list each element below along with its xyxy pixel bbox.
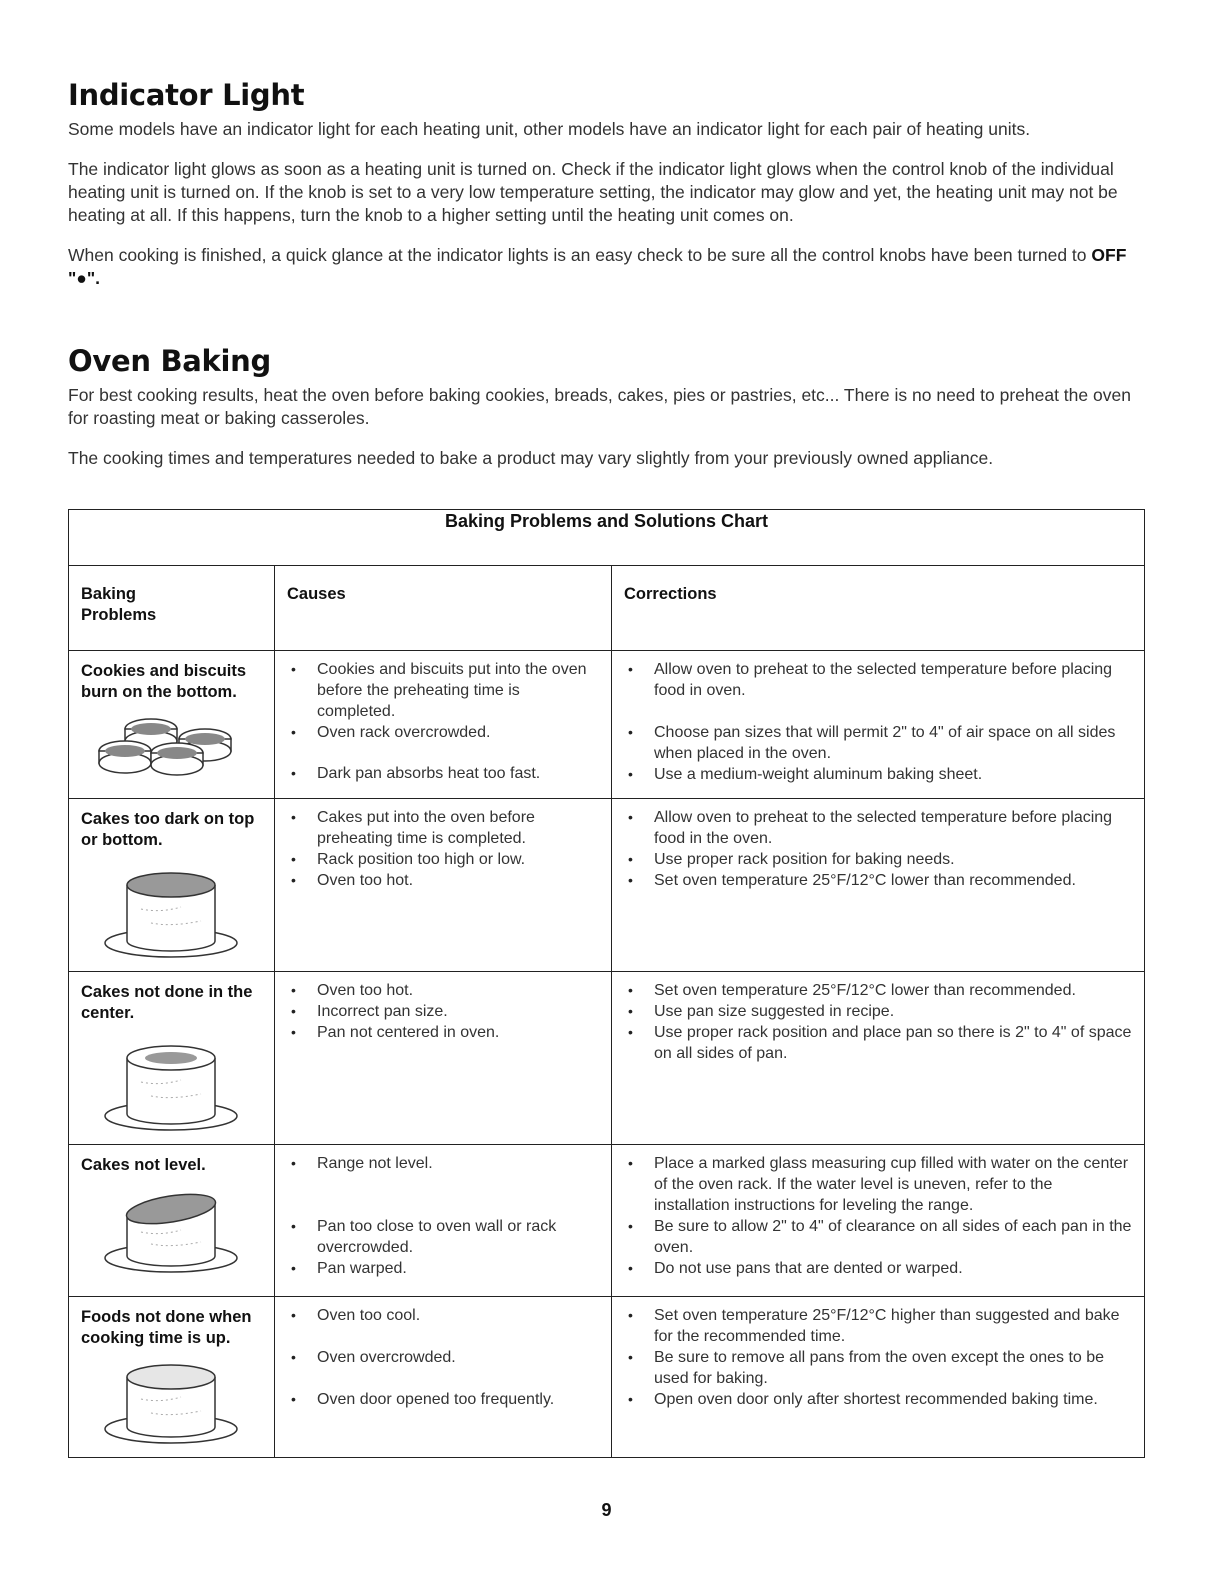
header-problems: Baking Problems xyxy=(69,566,275,651)
problem-cell xyxy=(69,1145,275,1297)
corrections-cell xyxy=(612,651,1145,799)
correction-item: • Allow oven to preheat to the selected temperature before placing food in the oven. xyxy=(626,807,1132,849)
correction-item: • Place a marked glass measuring cup filled with water on the center of the oven rack. If the water level is uneven, refer to the installation instructions for leveling the range. xyxy=(626,1153,1132,1216)
table-row xyxy=(69,972,1145,1145)
correction-item: • Choose pan sizes that will permit 2" to 4" of air space on all sides when placed in the oven. xyxy=(626,722,1132,764)
page-content xyxy=(68,78,1146,487)
oven-baking-heading: Oven Baking xyxy=(68,344,271,378)
correction-item: • Be sure to remove all pans from the oven except the ones to be used for baking. xyxy=(626,1347,1132,1389)
cookies-illustration-icon xyxy=(91,713,241,781)
cause-item: • Oven door opened too frequently. xyxy=(289,1389,599,1410)
chart-title: Baking Problems and Solutions Chart xyxy=(69,510,1145,566)
problem-cell xyxy=(69,651,275,799)
header-causes: Causes xyxy=(275,566,612,651)
oven-paragraph-1: For best cooking results, heat the oven before baking cookies, breads, cakes, pies or pastries, etc... There is no need to preheat the oven for roasting meat or baking casseroles. xyxy=(68,385,1131,428)
corrections-cell xyxy=(612,1297,1145,1458)
cause-item: • Incorrect pan size. xyxy=(289,1001,599,1022)
cause-item: • Dark pan absorbs heat too fast. xyxy=(289,763,599,784)
corrections-cell xyxy=(612,1145,1145,1297)
causes-cell xyxy=(275,1297,612,1458)
cause-item: • Oven rack overcrowded. xyxy=(289,722,599,743)
indicator-paragraph-3-text: When cooking is finished, a quick glance at the indicator lights is an easy check to be sure all the control knobs have been turned to xyxy=(68,245,1092,265)
correction-item: • Do not use pans that are dented or warped. xyxy=(626,1258,1132,1279)
table-row xyxy=(69,1297,1145,1458)
causes-cell xyxy=(275,1145,612,1297)
correction-item: • Allow oven to preheat to the selected temperature before placing food in oven. xyxy=(626,659,1132,701)
problem-label: Foods not done when cooking time is up. xyxy=(81,1308,252,1347)
causes-cell xyxy=(275,651,612,799)
correction-item: • Use proper rack position for baking needs. xyxy=(626,849,1132,870)
problem-cell xyxy=(69,972,275,1145)
problem-cell xyxy=(69,799,275,972)
cause-item: • Pan not centered in oven. xyxy=(289,1022,599,1043)
indicator-paragraph-1: Some models have an indicator light for each heating unit, other models have an indicator light for each pair of heating units. xyxy=(68,119,1031,139)
table-row xyxy=(69,651,1145,799)
problem-cell xyxy=(69,1297,275,1458)
cause-item: • Pan too close to oven wall or rack overcrowded. xyxy=(289,1216,599,1258)
causes-cell xyxy=(275,972,612,1145)
correction-item: • Use proper rack position and place pan so there is 2" to 4" of space on all sides of pan. xyxy=(626,1022,1132,1064)
table-row xyxy=(69,799,1145,972)
off-setting-label: OFF "●". xyxy=(68,245,1127,288)
correction-item: • Set oven temperature 25°F/12°C higher than suggested and bake for the recommended time. xyxy=(626,1305,1132,1347)
problem-label: Cakes not done in the center. xyxy=(81,983,253,1022)
correction-item: • Be sure to allow 2" to 4" of clearance on all sides of each pan in the oven. xyxy=(626,1216,1132,1258)
indicator-paragraph-2: The indicator light glows as soon as a heating unit is turned on. Check if the indicator light glows when the control knob of the individual heating unit is turned on. If the knob is set to a very low temperature setting, the indicator may glow and yet, the heating unit may not be heating at all. If this happens, turn the knob to a higher setting until the heating unit comes on. xyxy=(68,159,1118,225)
cause-item: • Cakes put into the oven before preheating time is completed. xyxy=(289,807,599,849)
cause-item: • Range not level. xyxy=(289,1153,599,1174)
causes-cell xyxy=(275,799,612,972)
correction-item: • Use pan size suggested in recipe. xyxy=(626,1001,1132,1022)
cause-item: • Rack position too high or low. xyxy=(289,849,599,870)
header-corrections: Corrections xyxy=(612,566,1145,651)
baking-problems-chart xyxy=(68,509,1145,1458)
cake-illustration-icon xyxy=(91,1359,241,1447)
correction-item: • Set oven temperature 25°F/12°C lower than recommended. xyxy=(626,980,1132,1001)
cause-item: • Oven too hot. xyxy=(289,980,599,1001)
indicator-light-heading: Indicator Light xyxy=(68,78,305,112)
cause-item: • Oven overcrowded. xyxy=(289,1347,599,1368)
cause-item: • Pan warped. xyxy=(289,1258,599,1279)
problem-label: Cakes too dark on top or bottom. xyxy=(81,810,255,849)
cake-illustration-icon xyxy=(91,861,241,961)
corrections-cell xyxy=(612,799,1145,972)
cause-item: • Oven too cool. xyxy=(289,1305,599,1326)
cause-item: • Oven too hot. xyxy=(289,870,599,891)
cake-illustration-icon xyxy=(91,1034,241,1134)
cause-item: • Cookies and biscuits put into the oven before the preheating time is completed. xyxy=(289,659,599,722)
correction-item: • Use a medium-weight aluminum baking sheet. xyxy=(626,764,1132,785)
problem-label: Cakes not level. xyxy=(81,1156,206,1174)
tilted-cake-illustration-icon xyxy=(91,1186,241,1278)
table-row xyxy=(69,1145,1145,1297)
correction-item: • Open oven door only after shortest recommended baking time. xyxy=(626,1389,1132,1410)
indicator-paragraph-3 xyxy=(68,244,1146,290)
oven-paragraph-2: The cooking times and temperatures needed to bake a product may vary slightly from your previously owned appliance. xyxy=(68,448,994,468)
corrections-cell xyxy=(612,972,1145,1145)
correction-item: • Set oven temperature 25°F/12°C lower than recommended. xyxy=(626,870,1132,891)
problem-label: Cookies and biscuits burn on the bottom. xyxy=(81,662,247,701)
page-number: 9 xyxy=(601,1500,612,1520)
